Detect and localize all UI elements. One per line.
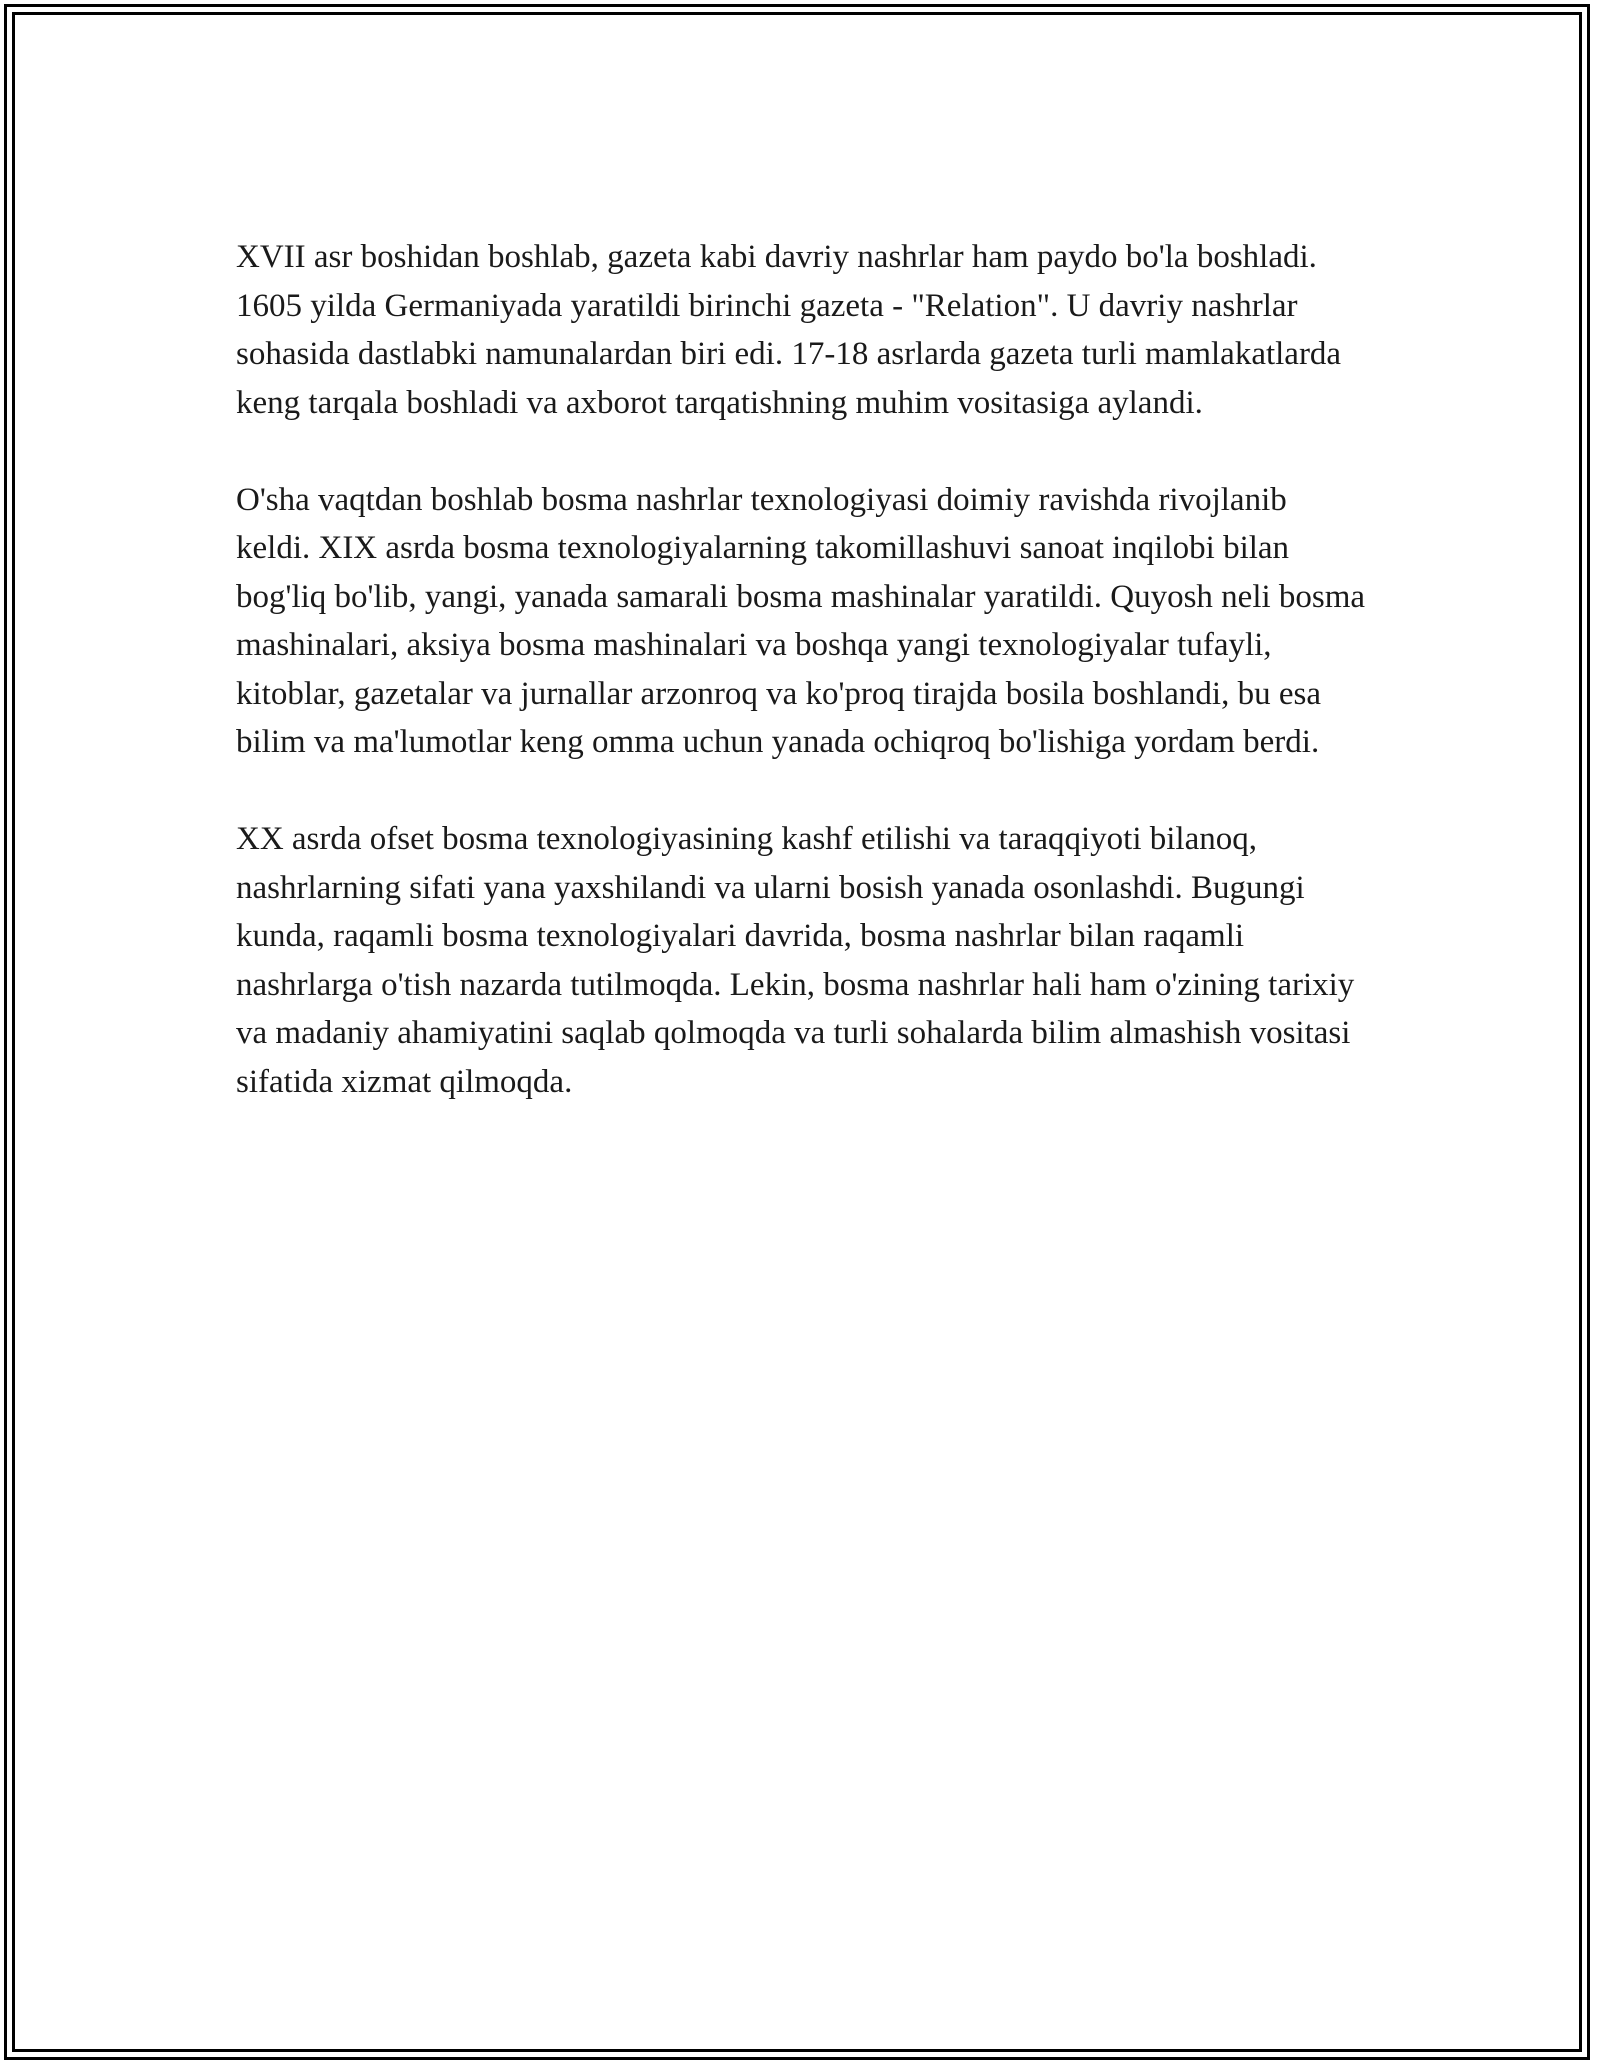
document-body (236, 233, 1366, 1106)
paragraph-nineteenth-century: O'sha vaqtdan boshlab bosma nashrlar texnologiyasi doimiy ravishda rivojlanib keldi. XIX asrda bosma texnologiyalarning takomillashuvi sanoat inqilobi bilan bog'liq bo'lib, yangi, yanada samarali bosma mashinalar yaratildi. Quyosh neli bosma mashinalari, aksiya bosma mashinalari va boshqa yangi texnologiyalar tufayli, kitoblar, gazetalar va jurnallar arzonroq va ko'proq tirajda bosila boshlandi, bu esa bilim va ma'lumotlar keng omma uchun yanada ochiqroq bo'lishiga yordam berdi. (236, 481, 1366, 760)
paragraph-periodicals: XVII asr boshidan boshlab, gazeta kabi davriy nashrlar ham paydo bo'la boshladi. 1605 yilda Germaniyada yaratildi birinchi gazeta - "Relation". U davriy nashrlar sohasida dastlabki namunalardan biri edi. 17-18 asrlarda gazeta turli mamlakatlarda keng tarqala boshladi va axborot tarqatishning muhim vositasiga aylandi. (236, 239, 1342, 421)
paragraph-twentieth-century: XX asrda ofset bosma texnologiyasining kashf etilishi va taraqqiyoti bilanoq, nashrlarning sifati yana yaxshilandi va ularni bosish yanada osonlashdi. Bugungi kunda, raqamli bosma texnologiyalari davrida, bosma nashrlar bilan raqamli nashrlarga o'tish nazarda tutilmoqda. Lekin, bosma nashrlar hali ham o'zining tarixiy va madaniy ahamiyatini saqlab qolmoqda va turli sohalarda bilim almashish vositasi sifatida xizmat qilmoqda. (236, 821, 1355, 1100)
